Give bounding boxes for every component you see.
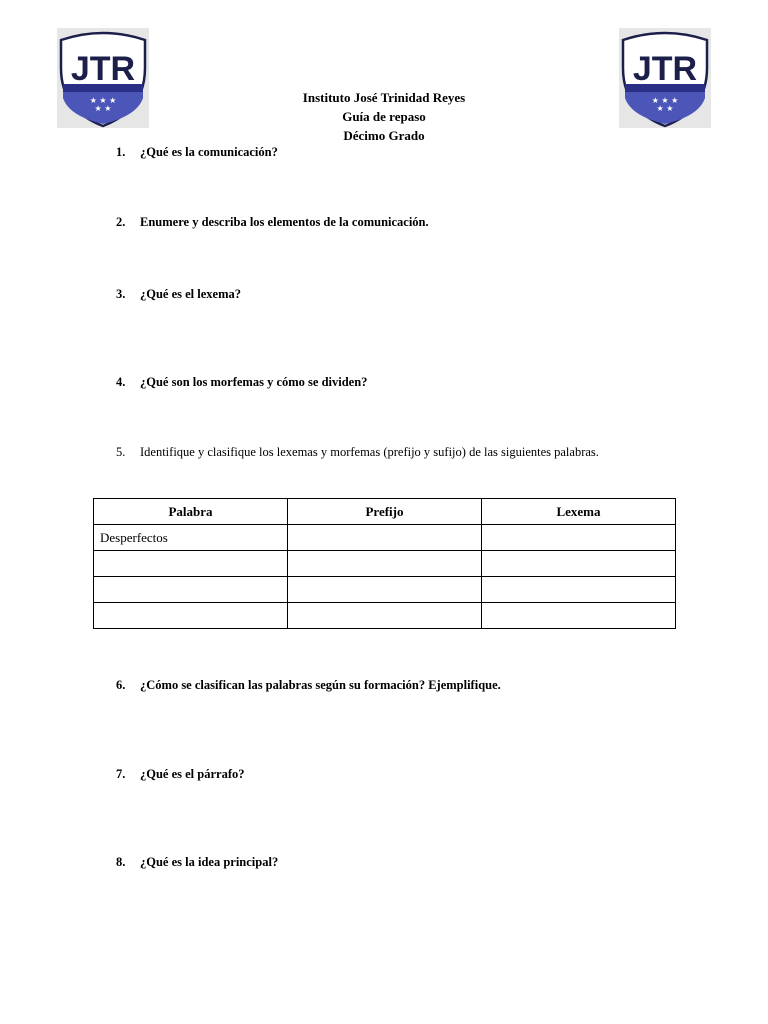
svg-text:★ ★: ★ ★ bbox=[94, 104, 112, 113]
table-cell bbox=[482, 525, 676, 551]
table-cell bbox=[288, 603, 482, 629]
svg-text:★ ★ ★: ★ ★ ★ bbox=[651, 96, 679, 105]
question-number: 1. bbox=[116, 145, 126, 159]
question-4 bbox=[116, 375, 367, 390]
table-row bbox=[94, 551, 676, 577]
question-number: 8. bbox=[116, 855, 126, 869]
table-cell bbox=[482, 577, 676, 603]
table-row bbox=[94, 525, 676, 551]
column-header-palabra: Palabra bbox=[94, 499, 288, 525]
table-cell bbox=[94, 603, 288, 629]
question-5 bbox=[116, 445, 599, 460]
table-cell: Desperfectos bbox=[94, 525, 288, 551]
svg-text:★ ★: ★ ★ bbox=[656, 104, 674, 113]
question-text: ¿Qué es la comunicación? bbox=[140, 145, 278, 159]
question-text: ¿Qué es el lexema? bbox=[140, 287, 242, 301]
svg-text:★ ★ ★: ★ ★ ★ bbox=[89, 96, 117, 105]
column-header-prefijo: Prefijo bbox=[288, 499, 482, 525]
question-number: 2. bbox=[116, 215, 126, 229]
crest-letters-right: JTR bbox=[632, 50, 698, 88]
table-row bbox=[94, 603, 676, 629]
question-text: Identifique y clasifique los lexemas y morfemas (prefijo y sufijo) de las siguientes palabras. bbox=[140, 445, 599, 459]
question-text: Enumere y describa los elementos de la comunicación. bbox=[140, 215, 429, 229]
table-cell bbox=[288, 551, 482, 577]
question-1 bbox=[116, 145, 278, 160]
word-classification-table bbox=[93, 498, 676, 629]
question-number: 4. bbox=[116, 375, 126, 389]
question-text: ¿Qué es la idea principal? bbox=[140, 855, 279, 869]
table-cell bbox=[482, 551, 676, 577]
question-6 bbox=[116, 678, 501, 693]
table-cell bbox=[288, 577, 482, 603]
question-number: 5. bbox=[116, 445, 126, 459]
question-2 bbox=[116, 215, 429, 230]
question-text: ¿Cómo se clasifican las palabras según su formación? Ejemplifique. bbox=[140, 678, 501, 692]
institution-name: Instituto José Trinidad Reyes bbox=[302, 90, 466, 105]
question-number: 6. bbox=[116, 678, 126, 692]
table-row bbox=[94, 577, 676, 603]
table-header-row bbox=[94, 499, 676, 525]
table-cell bbox=[288, 525, 482, 551]
column-header-lexema: Lexema bbox=[482, 499, 676, 525]
table-cell bbox=[482, 603, 676, 629]
table-cell bbox=[94, 551, 288, 577]
question-number: 3. bbox=[116, 287, 126, 301]
question-8 bbox=[116, 855, 278, 870]
crest-letters-left: JTR bbox=[70, 50, 136, 88]
question-3 bbox=[116, 287, 241, 302]
question-text: ¿Qué es el párrafo? bbox=[140, 767, 245, 781]
document-header bbox=[0, 88, 768, 145]
table-cell bbox=[94, 577, 288, 603]
question-7 bbox=[116, 767, 245, 782]
grade-level: Décimo Grado bbox=[343, 128, 425, 143]
question-number: 7. bbox=[116, 767, 126, 781]
document-type: Guía de repaso bbox=[342, 109, 426, 124]
question-text: ¿Qué son los morfemas y cómo se dividen? bbox=[140, 375, 368, 389]
